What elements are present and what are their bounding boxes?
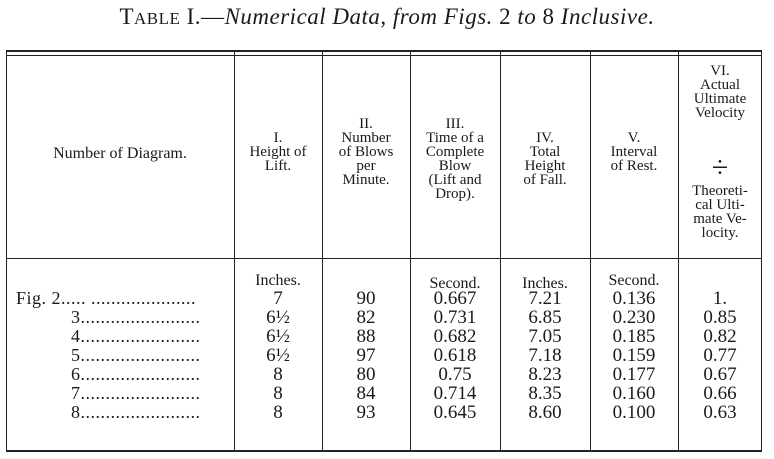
header-interval-of-rest: V. Interval of Rest.: [610, 130, 658, 174]
cell-velocity: 1.: [712, 288, 728, 309]
cell-velocity: 0.66: [703, 383, 737, 404]
cell-lift: 6½: [266, 345, 290, 366]
cell-fall: 8.23: [528, 364, 562, 385]
header-number-of-diagram: Number of Diagram.: [53, 145, 187, 162]
cell-fall: 7.18: [528, 345, 562, 366]
cell-fall: 7.21: [528, 288, 562, 309]
cell-lift: 7: [273, 288, 283, 309]
row-label: Fig. 2..... .....................: [16, 288, 197, 308]
cell-lift: 8: [273, 402, 283, 423]
header-height-of-lift: I. Height of Lift.: [249, 130, 307, 174]
title-num-8: 8: [542, 4, 555, 29]
cell-time: 0.714: [433, 383, 477, 404]
cell-blows: 84: [356, 383, 376, 404]
header-bottom-rule: [6, 258, 762, 259]
header-velocity-ratio-bottom: Theoreti- cal Ulti- mate Ve- locity.: [692, 183, 748, 241]
row-label: 7........................: [71, 383, 201, 403]
unit-time: Second.: [429, 275, 481, 292]
cell-fall: 8.60: [528, 402, 562, 423]
cell-fall: 8.35: [528, 383, 562, 404]
title-able: ABLE: [134, 9, 181, 28]
title-italic: Numerical Data, from Figs.: [224, 4, 493, 29]
cell-time: 0.645: [433, 402, 477, 423]
divide-sign: ÷: [711, 151, 729, 184]
cell-velocity: 0.82: [703, 326, 737, 347]
cell-rest: 0.177: [612, 364, 656, 385]
header-total-height-of-fall: IV. Total Height of Fall.: [523, 130, 567, 188]
cell-velocity: 0.85: [703, 307, 737, 328]
cell-blows: 80: [356, 364, 376, 385]
title-t: T: [119, 4, 134, 29]
cell-rest: 0.100: [612, 402, 656, 423]
cell-velocity: 0.67: [703, 364, 737, 385]
cell-time: 0.682: [433, 326, 477, 347]
cell-blows: 88: [356, 326, 376, 347]
cell-lift: 6½: [266, 307, 290, 328]
table-title: [0, 4, 774, 30]
cell-rest: 0.159: [612, 345, 656, 366]
cell-blows: 82: [356, 307, 376, 328]
cell-lift: 8: [273, 383, 283, 404]
row-label: 6........................: [71, 364, 201, 384]
cell-fall: 6.85: [528, 307, 562, 328]
row-label: 5........................: [71, 345, 201, 365]
unit-rest: Second.: [608, 272, 660, 289]
cell-blows: 93: [356, 402, 376, 423]
cell-time: 0.618: [433, 345, 477, 366]
cell-rest: 0.160: [612, 383, 656, 404]
cell-time: 0.75: [438, 364, 472, 385]
title-num-2: 2: [499, 4, 512, 29]
title-inclusive: Inclusive.: [560, 4, 655, 29]
cell-lift: 8: [273, 364, 283, 385]
unit-lift: Inches.: [255, 272, 301, 289]
unit-fall: Inches.: [522, 275, 568, 292]
cell-blows: 97: [356, 345, 376, 366]
cell-rest: 0.136: [612, 288, 656, 309]
title-numeral: I.—: [186, 4, 225, 29]
header-top-rule: [6, 55, 762, 56]
cell-lift: 6½: [266, 326, 290, 347]
header-time-of-blow: III. Time of a Complete Blow (Lift and Drop).: [425, 116, 485, 202]
row-label: 8........................: [71, 402, 201, 422]
cell-velocity: 0.77: [703, 345, 737, 366]
cell-time: 0.667: [433, 288, 477, 309]
cell-fall: 7.05: [528, 326, 562, 347]
header-velocity-ratio-top: VI. Actual Ultimate Velocity: [693, 63, 747, 121]
row-label: 4........................: [71, 326, 201, 346]
title-to: to: [517, 4, 537, 29]
cell-blows: 90: [356, 288, 376, 309]
cell-rest: 0.230: [612, 307, 656, 328]
cell-velocity: 0.63: [703, 402, 737, 423]
cell-rest: 0.185: [612, 326, 656, 347]
cell-time: 0.731: [433, 307, 477, 328]
row-label: 3........................: [71, 307, 201, 327]
header-blows-per-minute: II. Number of Blows per Minute.: [338, 116, 394, 188]
